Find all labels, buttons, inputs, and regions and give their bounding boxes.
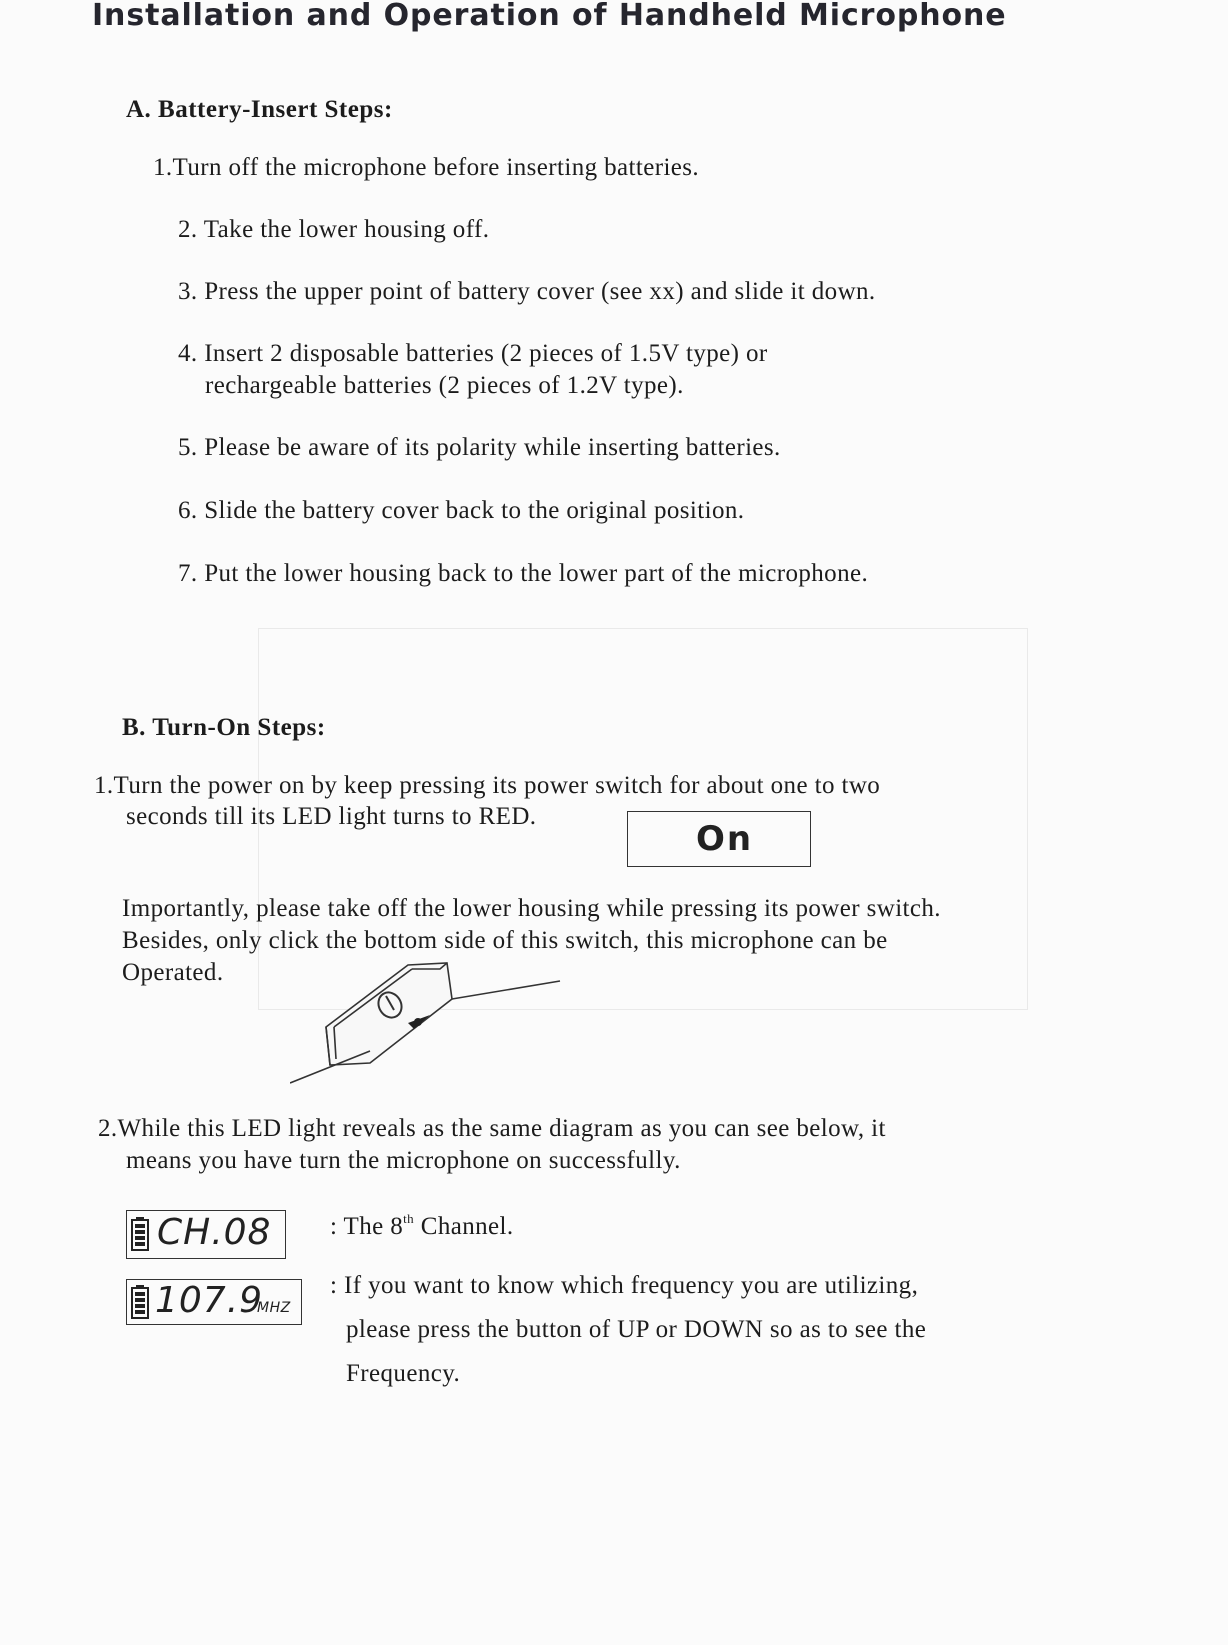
battery-icon — [131, 1285, 149, 1319]
freq-desc-line3: Frequency. — [346, 1360, 461, 1387]
step-b1-line2: seconds till its LED light turns to RED. — [126, 803, 537, 830]
channel-desc-suffix: Channel. — [414, 1213, 514, 1240]
section-b-heading: B. Turn-On Steps: — [122, 714, 326, 741]
step-b1-line1: 1.Turn the power on by keep pressing its power switch for about one to two — [94, 772, 881, 799]
step-b2-line1: 2.While this LED light reveals as the same diagram as you can see below, it — [98, 1115, 886, 1142]
section-a-heading: A. Battery-Insert Steps: — [126, 96, 393, 123]
frequency-lcd-unit: MHZ — [257, 1300, 291, 1316]
important-line1: Importantly, please take off the lower housing while pressing its power switch. — [122, 895, 941, 922]
battery-icon — [131, 1217, 149, 1251]
led-on-text: On — [696, 819, 754, 859]
important-line2: Besides, only click the bottom side of this switch, this microphone can be — [122, 927, 888, 954]
channel-desc-prefix: : The 8 — [330, 1213, 404, 1240]
step-a7: 7. Put the lower housing back to the lower part of the microphone. — [178, 560, 869, 587]
step-a5: 5. Please be aware of its polarity while inserting batteries. — [178, 434, 781, 461]
step-a6: 6. Slide the battery cover back to the original position. — [178, 497, 745, 524]
power-switch-illustration — [290, 955, 590, 1085]
channel-lcd — [126, 1210, 286, 1259]
step-a4-line2: rechargeable batteries (2 pieces of 1.2V type). — [205, 372, 684, 399]
freq-desc-line1: : If you want to know which frequency you are utilizing, — [330, 1272, 919, 1299]
step-a3: 3. Press the upper point of battery cover (see xx) and slide it down. — [178, 278, 876, 305]
channel-desc-sup: th — [403, 1211, 415, 1226]
channel-lcd-text: CH.08 — [157, 1212, 272, 1253]
step-a4-line1: 4. Insert 2 disposable batteries (2 pieces of 1.5V type) or — [178, 340, 768, 367]
led-on-display — [627, 811, 811, 867]
step-a2: 2. Take the lower housing off. — [178, 216, 490, 243]
important-line3: Operated. — [122, 959, 224, 986]
frequency-lcd — [126, 1279, 302, 1325]
channel-description — [330, 1211, 514, 1241]
step-b2-line2: means you have turn the microphone on successfully. — [126, 1147, 681, 1174]
freq-desc-line2: please press the button of UP or DOWN so as to see the — [346, 1316, 927, 1343]
page-title: Installation and Operation of Handheld Microphone — [92, 0, 1007, 33]
frequency-lcd-value: 107.9 — [155, 1280, 264, 1321]
step-a1: 1.Turn off the microphone before inserting batteries. — [153, 154, 700, 181]
